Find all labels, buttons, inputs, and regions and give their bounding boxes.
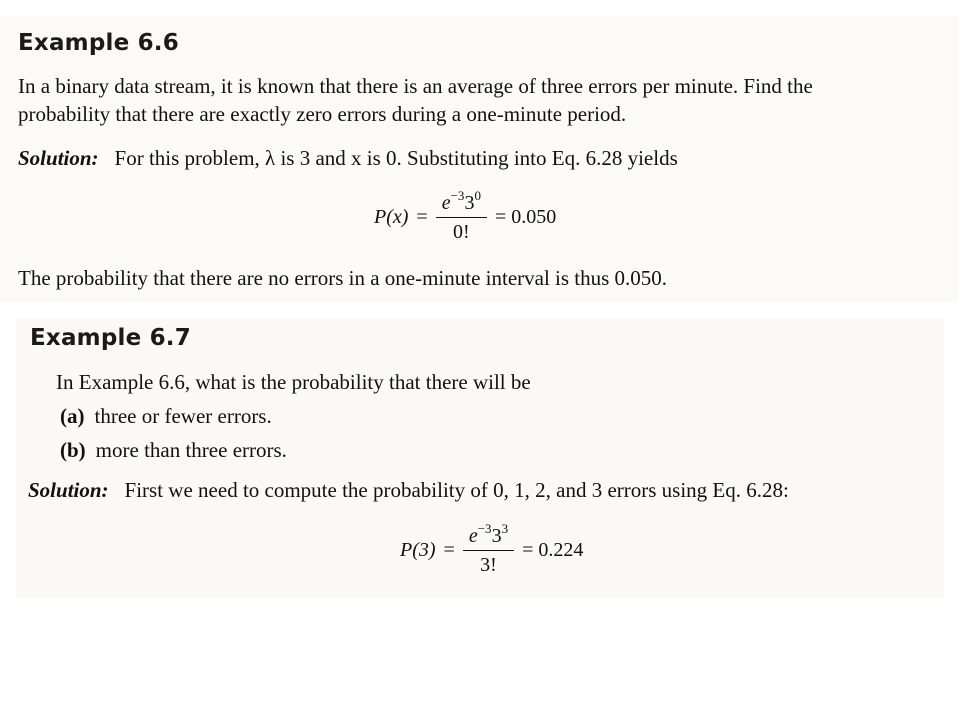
solution-text: First we need to compute the probability of 0, 1, 2, and 3 errors using Eq. 6.28: — [124, 478, 789, 502]
example-6-7-solution — [28, 476, 789, 504]
item-a-text: three or fewer errors. — [94, 404, 272, 428]
solution-label: Solution: — [28, 478, 109, 502]
equation-lhs: P(x) — [374, 205, 409, 228]
example-6-6-heading: Example 6.6 — [18, 30, 179, 56]
equation-lhs: P(3) — [400, 538, 436, 561]
item-b-text: more than three errors. — [95, 438, 287, 462]
example-6-7-heading: Example 6.7 — [30, 325, 191, 351]
item-b-label: (b) — [60, 438, 86, 462]
example-6-6-conclusion: The probability that there are no errors in a one-minute interval is thus 0.050. — [18, 266, 668, 290]
equation-equals: = — [443, 538, 455, 561]
equation-p-x — [374, 188, 557, 243]
equation-numerator: $e^{-3}3^3$ — [463, 524, 514, 551]
equation-p-3 — [400, 521, 584, 576]
equation-denominator: 3! — [480, 554, 497, 576]
example-6-6-problem-line2: probability that there are exactly zero errors during a one-minute period. — [18, 102, 627, 126]
example-6-7-panel — [16, 318, 944, 598]
solution-text: For this problem, λ is 3 and x is 0. Substituting into Eq. 6.28 yields — [114, 146, 678, 170]
equation-denominator: 0! — [452, 221, 470, 243]
list-item — [60, 402, 272, 430]
equation-numerator: $e^{-3}3^0$ — [436, 191, 487, 218]
list-item — [60, 436, 287, 464]
equation-fraction — [436, 188, 487, 243]
equation-result: = 0.224 — [522, 538, 584, 561]
equation-fraction — [463, 521, 514, 576]
example-6-6-problem-line1: In a binary data stream, it is known that there is an average of three errors per minute. Find the — [18, 74, 813, 98]
equation-equals: = — [416, 205, 428, 228]
example-6-7-question: In Example 6.6, what is the probability that there will be — [56, 370, 531, 394]
solution-label: Solution: — [18, 146, 99, 170]
equation-result: = 0.050 — [494, 205, 557, 228]
example-6-6-panel — [0, 16, 958, 302]
item-a-label: (a) — [60, 404, 85, 428]
example-6-6-solution — [18, 144, 678, 172]
